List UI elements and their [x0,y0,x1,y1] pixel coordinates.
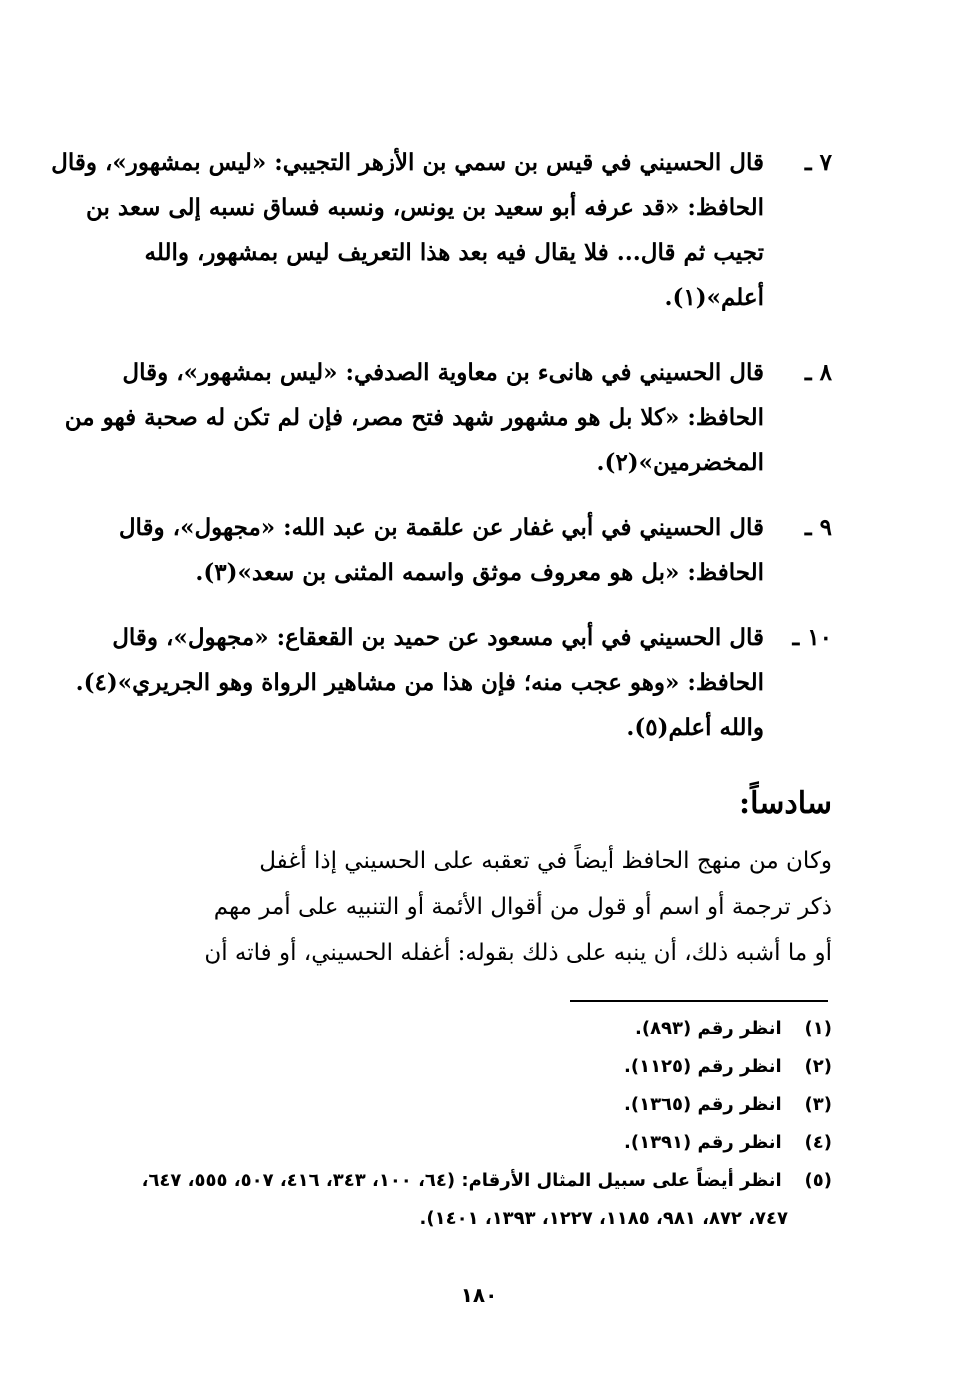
item-line: الحافظ: «قد عرفه أبو سعيد بن يونس، ونسبه فساق نسبه إلى سعد بن [85,194,764,221]
paragraph-line: أو ما أشبه ذلك، أن ينبه على ذلك بقوله: أغفله الحسيني، أو فاته أن [204,940,832,966]
footnote [72,1048,832,1086]
footnote-number: (٢) [804,1056,832,1077]
footnote-text: انظر رقم (٨٩٣). [634,1018,782,1039]
item-number: ٩ ـ [804,514,832,541]
item-body [64,350,764,485]
item-line: أعلم»(١). [664,284,764,311]
paragraph-line: وكان من منهج الحافظ أيضاً في تعقبه على الحسيني إذا أغفل [259,848,832,874]
list-item [64,350,832,485]
item-number: ٧ ـ [804,149,832,176]
item-line: المخضرمين»(٢). [596,449,764,476]
list-item [75,615,832,750]
footnote-number: (٥) [804,1170,832,1191]
footnote [72,1086,832,1124]
item-line: والله أعلم(٥). [626,714,764,741]
item-line: الحافظ: «بل هو معروف موثق واسمه المثنى بن سعد»(٣). [195,559,764,586]
item-line: قال الحسيني في أبي مسعود عن حميد بن القعقاع: «مجهول»، وقال [112,624,764,651]
footnote-number: (١) [804,1018,832,1039]
footnotes [72,1010,832,1238]
item-number: ٨ ـ [804,359,832,386]
footnote-text: انظر رقم (١٣٩١). [624,1132,782,1153]
footnote-continuation: ٧٤٧، ٨٧٢، ٩٨١، ١١٨٥، ١٢٢٧، ١٣٩٣، ١٤٠١). [419,1208,788,1229]
footnote-text: انظر رقم (١٣٦٥). [624,1094,782,1115]
item-line: تجيب ثم قال... فلا يقال فيه بعد هذا التعريف ليس بمشهور، والله [144,239,764,266]
item-number: ١٠ ـ [792,624,832,651]
item-body [75,615,764,750]
footnote-number: (٣) [804,1094,832,1115]
footnote-text: انظر أيضاً على سبيل المثال الأرقام: (٦٤، ١٠٠، ٣٤٣، ٤١٦، ٥٠٧، ٥٥٥، ٦٤٧، [141,1170,782,1191]
item-line: قال الحسيني في قيس بن سمي بن الأزهر التجيبي: «ليس بمشهور»، وقال [51,149,764,176]
footnote-number: (٤) [804,1132,832,1153]
item-line: الحافظ: «كلا بل هو مشهور شهد فتح مصر، فإن لم تكن له صحبة فهو من [64,404,764,431]
footnote-text: انظر رقم (١١٢٥). [624,1056,782,1077]
body-paragraph [82,838,832,976]
page-number: ١٨٠ [460,1283,498,1307]
footnote-divider [570,1000,828,1002]
footnote [72,1162,832,1200]
footnote [72,1010,832,1048]
list-item [51,140,832,320]
paragraph-line: ذكر ترجمة أو اسم أو قول من أقوال الأئمة أو التنبيه على أمر مهم [213,894,832,920]
item-line: الحافظ: «وهو عجب منه؛ فإن هذا من مشاهير الرواة وهو الجريري»(٤). [75,669,764,696]
section-heading: سادساً: [739,786,832,821]
item-body [51,140,764,320]
item-body [82,505,764,595]
item-line: قال الحسيني في هانىء بن معاوية الصدفي: «ليس بمشهور»، وقال [122,359,764,386]
item-line: قال الحسيني في أبي غفار عن علقمة بن عبد الله: «مجهول»، وقال [118,514,764,541]
list-item [82,505,832,595]
footnote [72,1124,832,1162]
